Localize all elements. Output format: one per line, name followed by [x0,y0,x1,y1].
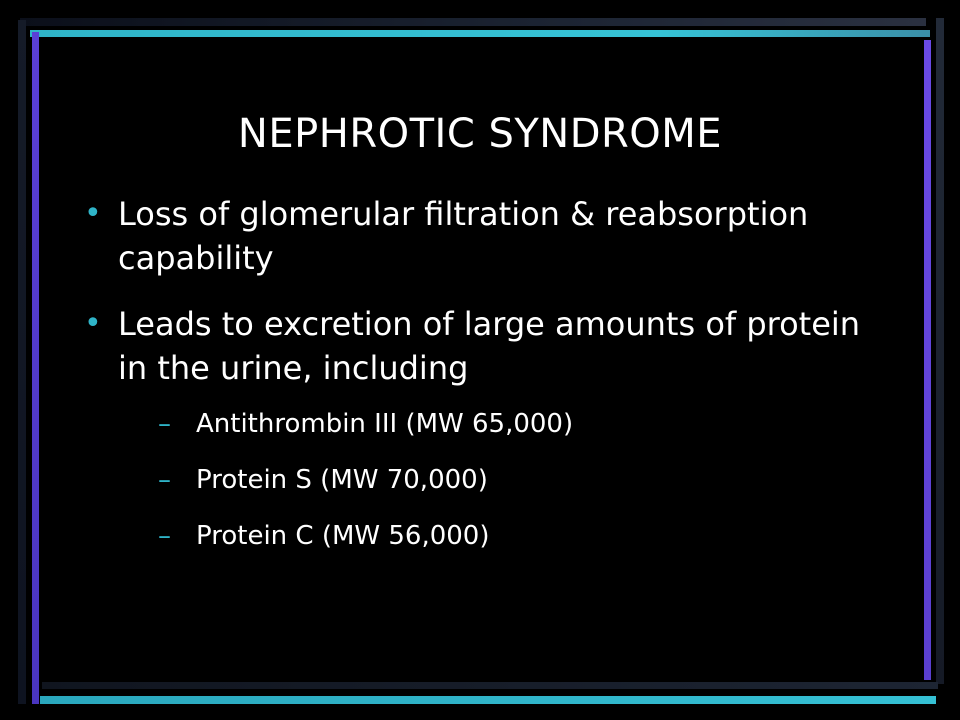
frame-top-cyan-bar [30,30,930,37]
bullet-list [84,192,884,576]
bullet-marker: • [84,196,102,231]
sub-bullet-item [158,518,884,554]
sub-bullet-text: Antithrombin III (MW 65,000) [196,409,574,439]
sub-bullet-item [158,462,884,498]
frame-bottom-dark-bar [42,682,938,689]
bullet-text: Loss of glomerular filtration & reabsorption capability [118,195,809,277]
sub-bullet-item [158,406,884,442]
sub-bullet-marker: – [158,409,171,439]
sub-bullet-text: Protein C (MW 56,000) [196,521,490,551]
sub-bullet-marker: – [158,465,171,495]
frame-bottom-cyan-bar [40,696,936,704]
bullet-item [84,302,884,554]
frame-top-dark-bar [20,18,926,26]
bullet-marker: • [84,306,102,341]
bullet-item [84,192,884,280]
bullet-text: Leads to excretion of large amounts of protein in the urine, including [118,305,861,387]
slide-title: NEPHROTIC SYNDROME [237,111,723,157]
sub-bullet-text: Protein S (MW 70,000) [196,465,488,495]
sub-bullet-marker: – [158,521,171,551]
sub-bullet-list [118,406,884,554]
